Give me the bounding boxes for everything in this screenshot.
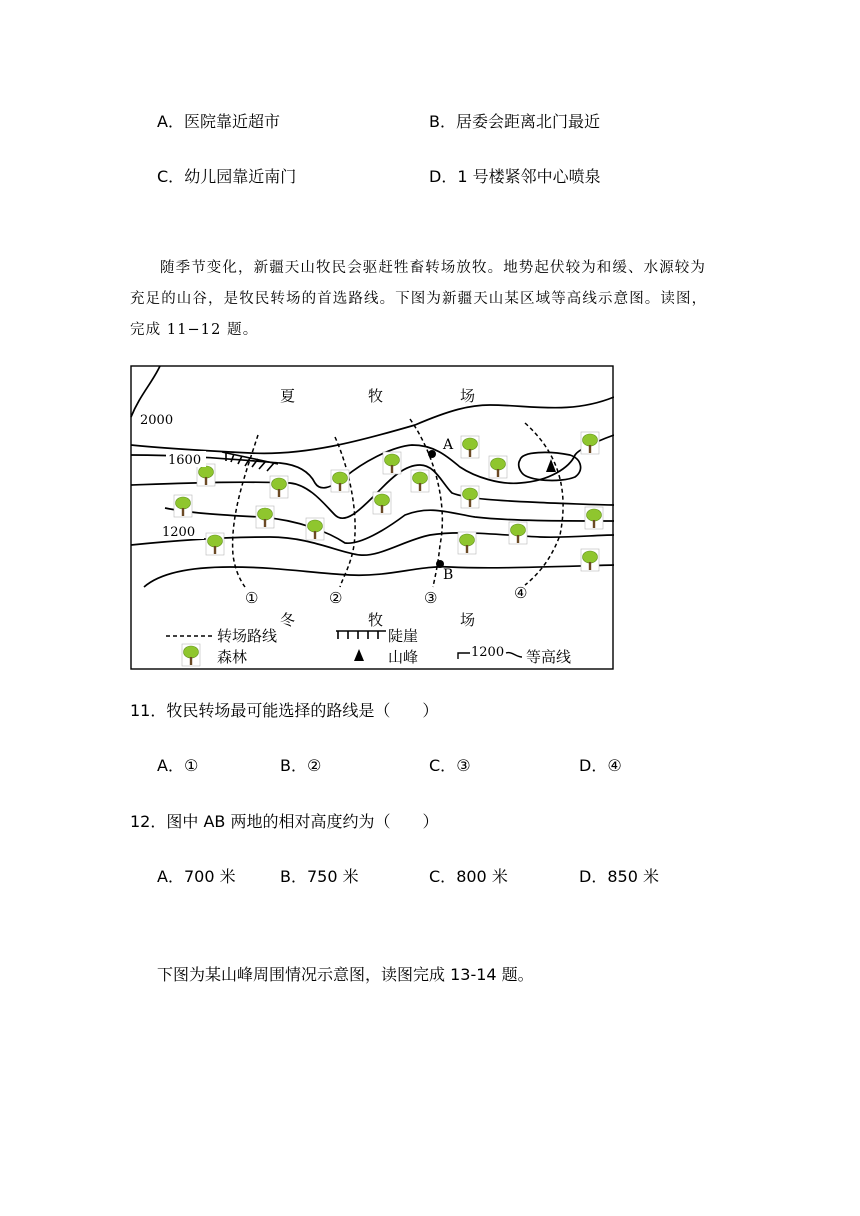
summer-pasture-label-3: 场 — [460, 387, 476, 405]
forest-tree — [306, 518, 324, 540]
intro-paragraph-line-2: 充足的山谷，是牧民转场的首选路线。下图为新疆天山某区域等高线示意图。读图， — [130, 291, 708, 307]
q12-option-b: B．750 米 — [280, 867, 359, 886]
forest-tree — [256, 506, 274, 528]
forest-tree — [270, 476, 288, 498]
forest-tree — [581, 549, 599, 571]
winter-pasture-label-1: 冬 — [280, 611, 296, 629]
legend-contour-value: 1200 — [471, 645, 505, 660]
forest-tree — [585, 507, 603, 529]
forest-tree — [206, 533, 224, 555]
route-2-label: ② — [329, 589, 343, 607]
intro-paragraph-line-3: 完成 11−12 题。 — [130, 322, 259, 338]
summer-pasture-label-1: 夏 — [280, 387, 296, 405]
point-a-label: A — [443, 437, 454, 453]
route-4-label: ④ — [514, 584, 528, 602]
q11-option-c: C．③ — [429, 756, 471, 775]
legend-peak-label: 山峰 — [388, 648, 419, 666]
contour-label-2000: 2000 — [140, 413, 174, 428]
forest-tree — [411, 470, 429, 492]
summer-pasture-label-2: 牧 — [368, 387, 384, 405]
q11-option-a: A．① — [157, 756, 199, 775]
q11-option-d: D．④ — [579, 756, 622, 775]
contour-label-1600: 1600 — [168, 453, 202, 468]
forest-tree — [461, 486, 479, 508]
forest-tree — [509, 522, 527, 544]
q12-stem: 12．图中 AB 两地的相对高度约为（ ） — [130, 812, 439, 831]
q10-option-d: D．1 号楼紧邻中心喷泉 — [429, 167, 601, 186]
route-1-label: ① — [245, 589, 259, 607]
intro-paragraph-line-1: 随季节变化，新疆天山牧民会驱赶牲畜转场放牧。地势起伏较为和缓、水源较为 — [160, 260, 706, 276]
point-b-label: B — [443, 567, 454, 583]
forest-tree — [458, 532, 476, 554]
q10-option-a: A．医院靠近超市 — [157, 112, 280, 131]
forest-tree — [373, 492, 391, 514]
q12-option-c: C．800 米 — [429, 867, 508, 886]
q10-option-b: B．居委会距离北门最近 — [429, 112, 600, 131]
contour-label-1200: 1200 — [162, 525, 196, 540]
q11-stem: 11．牧民转场最可能选择的路线是（ ） — [130, 701, 439, 720]
forest-tree — [383, 452, 401, 474]
q12-option-a: A．700 米 — [157, 867, 236, 886]
q12-option-d: D．850 米 — [579, 867, 659, 886]
q10-option-c: C．幼儿园靠近南门 — [157, 167, 297, 186]
forest-tree — [581, 432, 599, 454]
winter-pasture-label-2: 牧 — [368, 611, 384, 629]
legend-cliff-label: 陡崖 — [388, 627, 419, 645]
forest-tree — [489, 456, 507, 478]
route-3-label: ③ — [424, 589, 438, 607]
forest-tree — [331, 470, 349, 492]
forest-tree — [174, 495, 192, 517]
winter-pasture-label-3: 场 — [460, 611, 476, 629]
point-a-marker — [428, 450, 436, 458]
legend-forest-symbol — [182, 644, 200, 666]
contour-map — [130, 365, 614, 670]
q11-option-b: B．② — [280, 756, 322, 775]
forest-tree — [461, 436, 479, 458]
legend-contour-label: 等高线 — [526, 648, 572, 666]
legend-route-label: 转场路线 — [217, 627, 278, 645]
intro-paragraph-2: 下图为某山峰周围情况示意图，读图完成 13-14 题。 — [157, 965, 534, 984]
legend-forest-label: 森林 — [217, 648, 248, 666]
